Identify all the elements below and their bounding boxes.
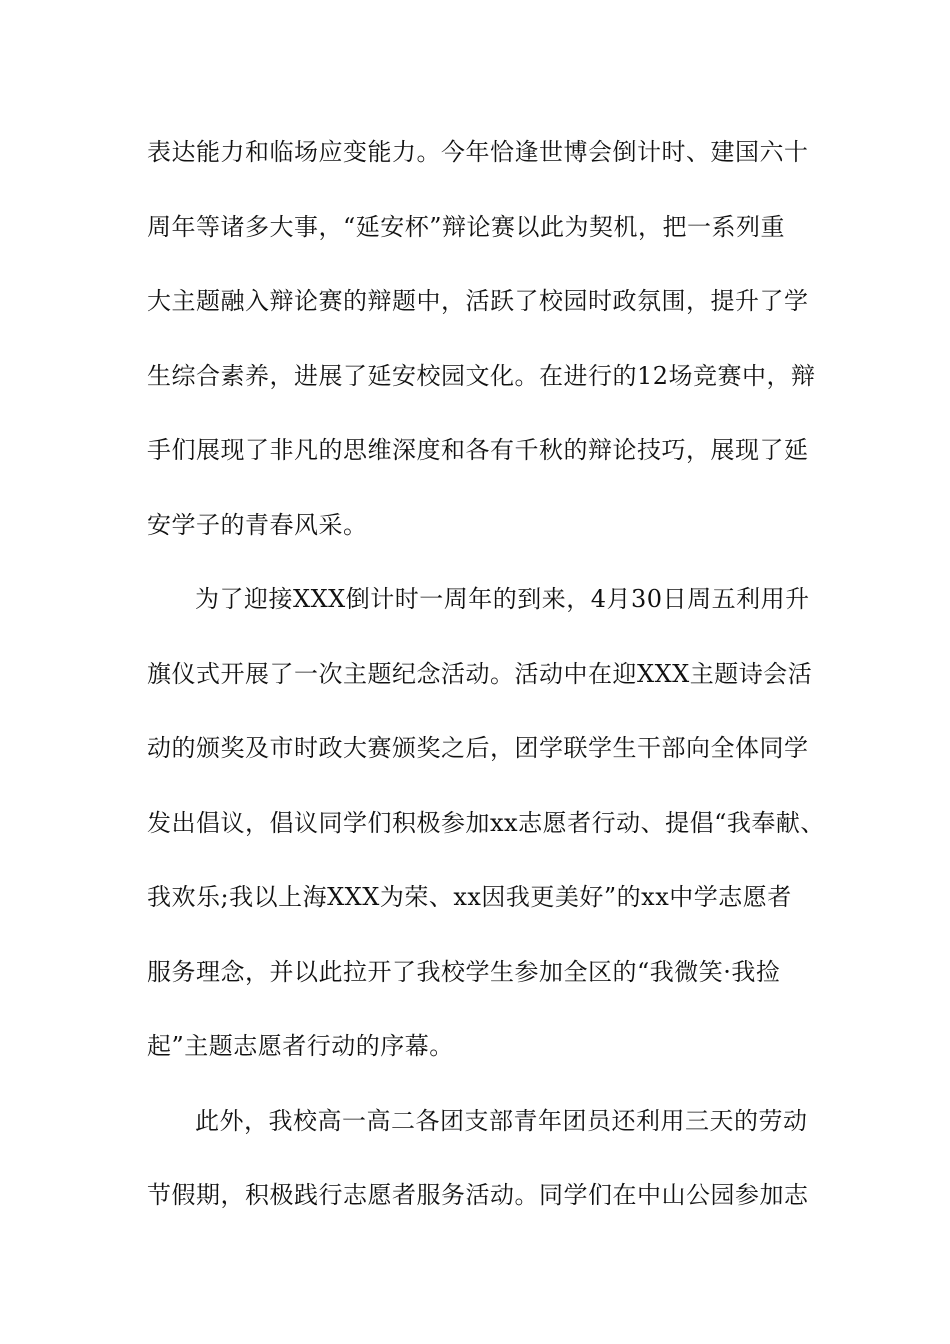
paragraph-line: 大主题融入辩论赛的辩题中，活跃了校园时政氛围，提升了学 [147, 287, 809, 315]
paragraph-line: 此外，我校高一高二各团支部青年团员还利用三天的劳动 [195, 1107, 808, 1135]
paragraph-line: 旗仪式开展了一次主题纪念活动。活动中在迎XXX主题诗会活 [147, 660, 813, 688]
paragraph-line: 为了迎接XXX倒计时一周年的到来，4月30日周五利用升 [195, 585, 810, 613]
paragraph-line: 起”主题志愿者行动的序幕。 [147, 1032, 454, 1060]
paragraph-line: 生综合素养，进展了延安校园文化。在进行的12场竞赛中，辩 [147, 362, 816, 390]
paragraph-line: 发出倡议，倡议同学们积极参加xx志愿者行动、提倡“我奉献、 [147, 809, 825, 837]
paragraph-line: 节假期，积极践行志愿者服务活动。同学们在中山公园参加志 [147, 1181, 809, 1209]
paragraph-line: 动的颁奖及市时政大赛颁奖之后，团学联学生干部向全体同学 [147, 734, 809, 762]
paragraph-line: 我欢乐;我以上海XXX为荣、xx因我更美好”的xx中学志愿者 [147, 883, 792, 911]
paragraph-line: 安学子的青春风采。 [147, 511, 368, 539]
paragraph-line: 周年等诸多大事，“延安杯”辩论赛以此为契机，把一系列重 [147, 213, 786, 241]
paragraph-line: 表达能力和临场应变能力。今年恰逢世博会倒计时、建国六十 [147, 138, 809, 166]
paragraph-line: 手们展现了非凡的思维深度和各有千秋的辩论技巧，展现了延 [147, 436, 809, 464]
paragraph-line: 服务理念，并以此拉开了我校学生参加全区的“我微笑·我捡 [147, 958, 781, 986]
